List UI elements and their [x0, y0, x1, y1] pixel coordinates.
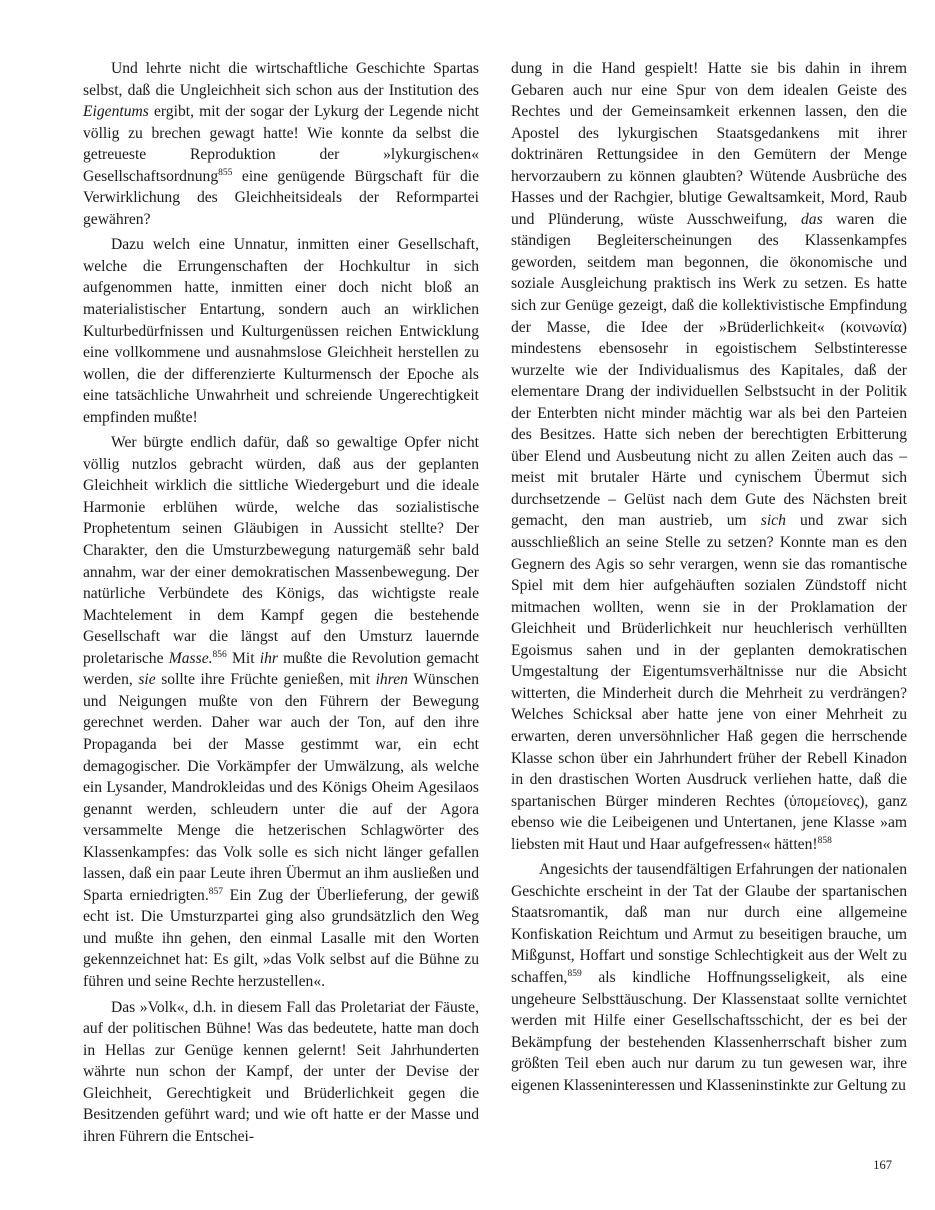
left-text-column [83, 58, 479, 1147]
footnote-ref: 857 [208, 886, 223, 897]
italic-text: Masse. [168, 649, 213, 667]
italic-text: ihren [375, 671, 408, 689]
footnote-ref: 856 [212, 649, 227, 660]
text-run: Wünschen und Neigungen mußte von den Führern der Bewegung gerechnet werden. Daher war auch der Ton, auf den ihre Propaganda bei der Masse gestimmt war, ein echt demagogischer. Die Vorkämpfer der Umwälzung, als welche ein Lysander, Mandrokleidas und des Königs Oheim Agesilaos genannt werden, schleudern unter die auf der Agora versammelte Menge die hetzerischen Schlagwörter des Klassenkampfes: das Volk solle es sich nicht länger gefallen lassen, daß ein paar Leute ihren Übermut an ihm ausließen und Sparta erniedrigten. [83, 671, 480, 904]
paragraph [511, 859, 907, 1096]
text-run: Das »Volk«, d.h. in diesem Fall das Proletariat der Fäuste, auf der politischen Bühne! Was das bedeutete, hatte man doch in Hellas zur Genüge kennen gelernt! Seit Jahrhunderten währte nun schon der Kampf, der unter der Devise der Gleichheit, Gerechtigkeit und Brüderlichkeit gegen die Besitzenden geführt ward; und wie oft hatte er der Masse und ihren Führern die Entschei- [83, 998, 479, 1145]
page-number: 167 [873, 1158, 892, 1172]
italic-text: sich [760, 512, 786, 530]
paragraph [511, 58, 907, 855]
paragraph [83, 432, 479, 992]
text-run: Dazu welch eine Unnatur, inmitten einer Gesellschaft, welche die Errungenschaften der Hochkultur in sich aufgenommen hatte, inmitten einer doch nicht bloß an materialistischer Entartung, sondern auch an wirklichen Kulturbedürfnissen und Kulturgenüssen reichen Entwicklung eine vollkommene und ausnahmslose Gleichheit herstellen zu wollen, die der differenzierte Kulturmensch der Epoche als eine tatsächliche Unwahrheit und schreiende Ungerechtigkeit empfinden mußte! [83, 236, 479, 426]
text-run: Ein Zug der Überlieferung, der gewiß echt ist. Die Umsturzpartei ging also grundsätzlich den Weg und mußte ihn gehen, den einmal Lasalle mit den Worten gekennzeichnet hat: Es gilt, »das Volk selbst auf die Bühne zu führen und seine Rechte herzustellen«. [83, 886, 480, 990]
text-run: als kindliche Hoffnungsseligkeit, als eine ungeheure Selbsttäuschung. Der Klassenstaat sollte vernichtet werden mit Hilfe einer Gesellschaftsschicht, der es bei der Bekämpfung der bestehenden Klassenherrschaft bisher zum größten Teil eben auch nur darum zu tun gewesen war, ihre eigenen Klasseninteressen und Klasseninstinkte zur Geltung zu [511, 968, 907, 1094]
paragraph [83, 234, 479, 428]
paragraph [83, 58, 479, 230]
text-run: sollte ihre Früchte genießen, mit [155, 671, 376, 689]
text-run: mußte die Revolution gemacht werden, [83, 649, 480, 689]
italic-text: Eigentums [83, 103, 149, 121]
footnote-ref: 858 [817, 835, 832, 846]
text-run: Mit [226, 649, 260, 667]
italic-text: ihr [259, 649, 278, 667]
footnote-ref: 859 [567, 968, 582, 979]
text-run: Wer bürgte endlich dafür, daß so gewaltige Opfer nicht völlig nutzlos gebracht würden, daß aus der geplanten Gleichheit wirklich die sittliche Wiedergeburt und die ideale Harmonie erblühen würde, welche das sozialistische Prophetentum seinen Gläubigen in Aussicht stellte? Der Charakter, den die Umsturzbewegung naturgemäß sehr bald annahm, war der einer demokratischen Massenbewegung. Der natürliche Verbündete des Königs, das wichtigste reale Machtelement in dem Kampf gegen die bestehende Gesellschaft war die längst auf den Umsturz lauernde proletarische [83, 434, 479, 667]
italic-text: das [800, 210, 823, 228]
text-run: eine genügende Bürgschaft für die Verwirklichung des Gleichheitsideals der Reformpartei gewähren? [83, 167, 479, 228]
text-run: waren die ständigen Begleiterscheinungen des Klassenkampfes geworden, seitdem man begonnen, die ökonomische und soziale Ausgleichung praktisch ins Werk zu setzen. Es hatte sich zur Genüge gezeigt, daß die kollektivistische Empfindung der Masse, die Idee der »Brüderlichkeit« (κοινωνία) mindestens ebensosehr in egoistischem Selbstinteresse wurzelte wie der Individualismus des Kapitales, daß der elementare Drang der individuellen Selbstsucht in der Politik der Enterbten nicht minder mächtig war als bei den Parteien des Besitzes. Hatte sich neben der berechtigten Erbitterung über Elend und Ausbeutung nicht zu allen Zeiten auch das – meist mit brutaler Härte und cynischem Übermut sich durchsetzende – Gelüst nach dem Gute des Nächsten breit gemacht, den man austrieb, um [511, 210, 907, 530]
text-run: und zwar sich ausschließlich an seine Stelle zu setzen? Konnte man es den Gegnern des Agis so sehr verargen, wenn sie das romantische Spiel mit dem hier aufgehäuften sozialen Zündstoff nicht mitmachen wollten, wenn sie in der Proklamation der Gleichheit und Brüderlichkeit nur heuchlerisch verhüllten Egoismus sahen und in der geplanten demokratischen Umgestaltung der Eigentumsverhältnisse nur die Absicht witterten, die Minderheit durch die Mehrheit zu verdrängen? Welches Schicksal aber hatte jene von einer Mehrheit zu erwarten, deren unversöhnlicher Haß gegen die herrschende Klasse schon über ein Jahrhundert früher der Rebell Kinadon in den drastischen Worten Ausdruck verliehen hatte, daß die spartanischen Bürger minderen Rechtes (ὑπομείονες), ganz ebenso wie die Leibeigenen und Untertanen, jene Klasse »am liebsten mit Haut und Haar aufgefressen« hätten! [511, 512, 907, 853]
text-run: Angesichts der tausendfältigen Erfahrungen der nationalen Geschichte erscheint in der Tat der Glaube der spartanischen Staatsromantik, daß man nur durch eine allgemeine Konfiskation Reichtum und Armut zu beseitigen brauche, um Mißgunst, Hoffart und sonstige Schlechtigkeit aus der Welt zu schaffen, [511, 861, 907, 986]
right-text-column [511, 58, 907, 1096]
text-run: Und lehrte nicht die wirtschaftliche Geschichte Spartas selbst, daß die Ungleichheit sich schon aus der Institution des [83, 60, 479, 99]
footnote-ref: 855 [218, 167, 233, 178]
italic-text: sie [138, 671, 156, 689]
text-run: dung in die Hand gespielt! Hatte sie bis dahin in ihrem Gebaren auch nur eine Spur von dem idealen Geiste des Rechtes und der Gemeinsamkeit erkennen lassen, den die Apostel des lykurgischen Staatsgedankens mit ihrer doktrinären Rettungsidee in den Gemütern der Menge hervorzaubern zu können glaubten? Wütende Ausbrüche des Hasses und der Rachgier, blutige Gewaltsamkeit, Mord, Raub und Plünderung, wüste Ausschweifung, [511, 60, 907, 228]
paragraph [83, 997, 479, 1148]
text-run: ergibt, mit der sogar der Lykurg der Legende nicht völlig zu brechen gewagt hatte! Wie konnte da selbst die getreueste Reproduktion der »lykurgischen« Gesellschaftsordnung [83, 103, 479, 185]
